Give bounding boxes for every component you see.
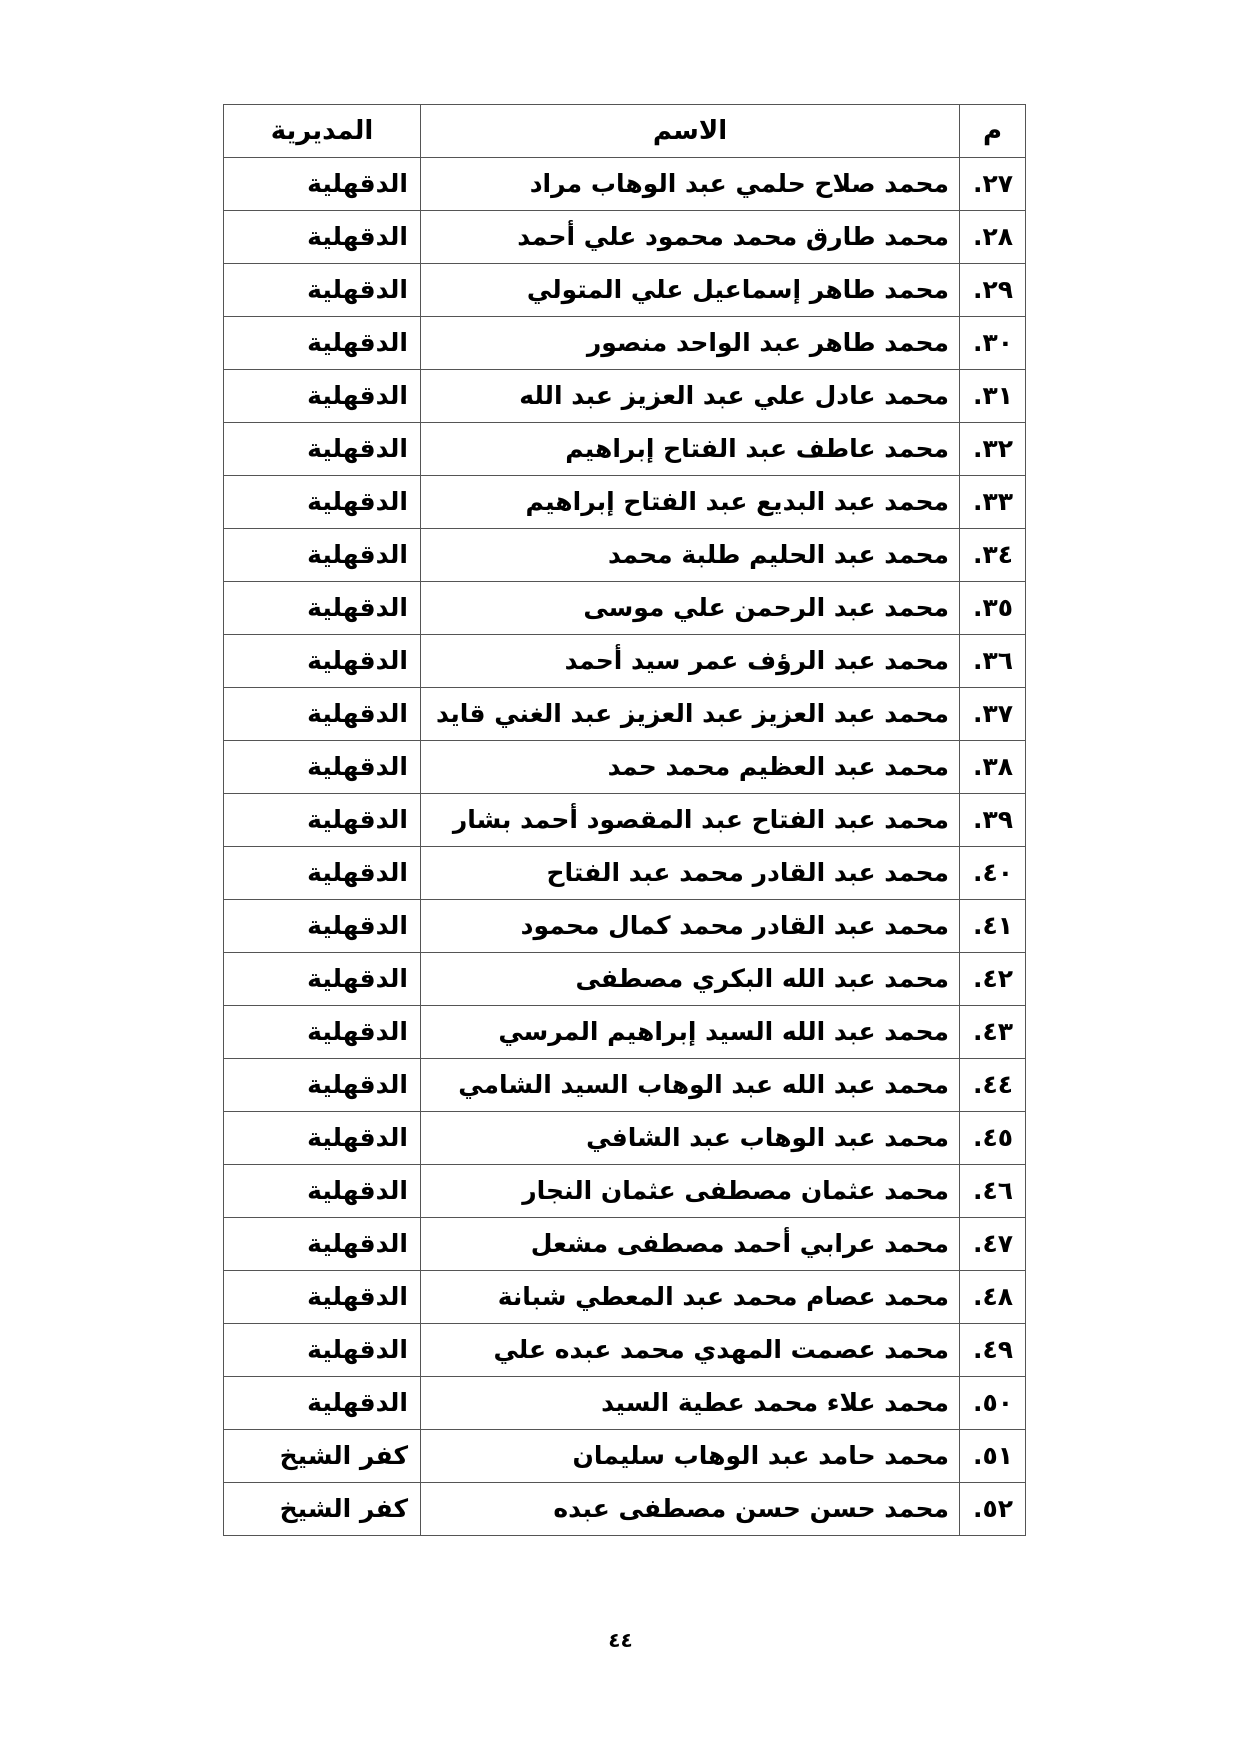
row-name: محمد عاطف عبد الفتاح إبراهيم (421, 423, 960, 476)
table-row (224, 1218, 1026, 1271)
table-row (224, 1483, 1026, 1536)
table-row (224, 1271, 1026, 1324)
table-row (224, 953, 1026, 1006)
row-number: ٣٨. (960, 741, 1026, 794)
row-governorate: الدقهلية (224, 688, 421, 741)
table-row (224, 1324, 1026, 1377)
row-governorate: الدقهلية (224, 1165, 421, 1218)
row-name: محمد عبد الله عبد الوهاب السيد الشامي (421, 1059, 960, 1112)
row-number: ٣٢. (960, 423, 1026, 476)
row-name: محمد عادل علي عبد العزيز عبد الله (421, 370, 960, 423)
table-row (224, 1059, 1026, 1112)
table-row (224, 635, 1026, 688)
table-row (224, 1112, 1026, 1165)
row-name: محمد عبد القادر محمد كمال محمود (421, 900, 960, 953)
row-governorate: الدقهلية (224, 1006, 421, 1059)
table-row (224, 1430, 1026, 1483)
row-number: ٥١. (960, 1430, 1026, 1483)
row-governorate: الدقهلية (224, 582, 421, 635)
header-number: م (960, 105, 1026, 158)
table-row (224, 741, 1026, 794)
row-number: ٥٠. (960, 1377, 1026, 1430)
row-name: محمد عبد الله السيد إبراهيم المرسي (421, 1006, 960, 1059)
header-name: الاسم (421, 105, 960, 158)
row-governorate: الدقهلية (224, 211, 421, 264)
row-name: محمد عبد الحليم طلبة محمد (421, 529, 960, 582)
row-number: ٣٣. (960, 476, 1026, 529)
row-governorate: الدقهلية (224, 1059, 421, 1112)
row-governorate: الدقهلية (224, 847, 421, 900)
row-governorate: الدقهلية (224, 529, 421, 582)
row-number: ٤٠. (960, 847, 1026, 900)
row-governorate: الدقهلية (224, 370, 421, 423)
row-governorate: الدقهلية (224, 953, 421, 1006)
row-governorate: كفر الشيخ (224, 1483, 421, 1536)
row-governorate: الدقهلية (224, 1218, 421, 1271)
row-number: ٢٩. (960, 264, 1026, 317)
row-number: ٤١. (960, 900, 1026, 953)
row-number: ٤٣. (960, 1006, 1026, 1059)
row-governorate: الدقهلية (224, 264, 421, 317)
row-number: ٣٠. (960, 317, 1026, 370)
roster-sheet (223, 104, 1025, 1536)
table-row (224, 900, 1026, 953)
row-name: محمد عبد الوهاب عبد الشافي (421, 1112, 960, 1165)
row-number: ٢٨. (960, 211, 1026, 264)
row-governorate: الدقهلية (224, 794, 421, 847)
row-governorate: الدقهلية (224, 900, 421, 953)
row-number: ٣٥. (960, 582, 1026, 635)
header-governorate: المديرية (224, 105, 421, 158)
row-name: محمد عبد العظيم محمد حمد (421, 741, 960, 794)
row-governorate: الدقهلية (224, 741, 421, 794)
row-number: ٤٩. (960, 1324, 1026, 1377)
row-name: محمد عبد البديع عبد الفتاح إبراهيم (421, 476, 960, 529)
row-number: ٤٨. (960, 1271, 1026, 1324)
row-governorate: الدقهلية (224, 1112, 421, 1165)
row-number: ٣٦. (960, 635, 1026, 688)
row-name: محمد عبد الرؤف عمر سيد أحمد (421, 635, 960, 688)
table-row (224, 688, 1026, 741)
row-governorate: الدقهلية (224, 1271, 421, 1324)
table-row (224, 794, 1026, 847)
row-name: محمد عثمان مصطفى عثمان النجار (421, 1165, 960, 1218)
table-row (224, 1165, 1026, 1218)
table-row (224, 529, 1026, 582)
row-number: ٤٢. (960, 953, 1026, 1006)
table-row (224, 317, 1026, 370)
row-governorate: الدقهلية (224, 317, 421, 370)
row-governorate: الدقهلية (224, 1377, 421, 1430)
table-row (224, 158, 1026, 211)
row-number: ٤٧. (960, 1218, 1026, 1271)
table-row (224, 211, 1026, 264)
row-number: ٣٩. (960, 794, 1026, 847)
row-name: محمد حامد عبد الوهاب سليمان (421, 1430, 960, 1483)
table-header-row (224, 105, 1026, 158)
table-row (224, 476, 1026, 529)
row-number: ٢٧. (960, 158, 1026, 211)
row-name: محمد طارق محمد محمود علي أحمد (421, 211, 960, 264)
row-governorate: الدقهلية (224, 158, 421, 211)
roster-table (223, 104, 1026, 1536)
row-name: محمد طاهر إسماعيل علي المتولي (421, 264, 960, 317)
row-name: محمد عبد الفتاح عبد المقصود أحمد بشار (421, 794, 960, 847)
row-governorate: الدقهلية (224, 635, 421, 688)
row-number: ٤٥. (960, 1112, 1026, 1165)
row-number: ٣٤. (960, 529, 1026, 582)
row-name: محمد عصام محمد عبد المعطي شبانة (421, 1271, 960, 1324)
table-row (224, 370, 1026, 423)
row-name: محمد عبد الرحمن علي موسى (421, 582, 960, 635)
row-name: محمد حسن حسن مصطفى عبده (421, 1483, 960, 1536)
row-number: ٤٦. (960, 1165, 1026, 1218)
page-number: ٤٤ (608, 1628, 633, 1652)
table-row (224, 423, 1026, 476)
row-name: محمد عبد القادر محمد عبد الفتاح (421, 847, 960, 900)
row-name: محمد عبد الله البكري مصطفى (421, 953, 960, 1006)
table-row (224, 1377, 1026, 1430)
table-row (224, 264, 1026, 317)
row-name: محمد عبد العزيز عبد العزيز عبد الغني قايد (421, 688, 960, 741)
row-name: محمد صلاح حلمي عبد الوهاب مراد (421, 158, 960, 211)
row-name: محمد طاهر عبد الواحد منصور (421, 317, 960, 370)
table-row (224, 847, 1026, 900)
table-row (224, 1006, 1026, 1059)
row-number: ٣٧. (960, 688, 1026, 741)
row-governorate: الدقهلية (224, 423, 421, 476)
row-number: ٤٤. (960, 1059, 1026, 1112)
row-number: ٥٢. (960, 1483, 1026, 1536)
row-name: محمد عصمت المهدي محمد عبده علي (421, 1324, 960, 1377)
row-number: ٣١. (960, 370, 1026, 423)
row-governorate: الدقهلية (224, 476, 421, 529)
row-governorate: الدقهلية (224, 1324, 421, 1377)
table-row (224, 582, 1026, 635)
row-governorate: كفر الشيخ (224, 1430, 421, 1483)
row-name: محمد عرابي أحمد مصطفى مشعل (421, 1218, 960, 1271)
row-name: محمد علاء محمد عطية السيد (421, 1377, 960, 1430)
